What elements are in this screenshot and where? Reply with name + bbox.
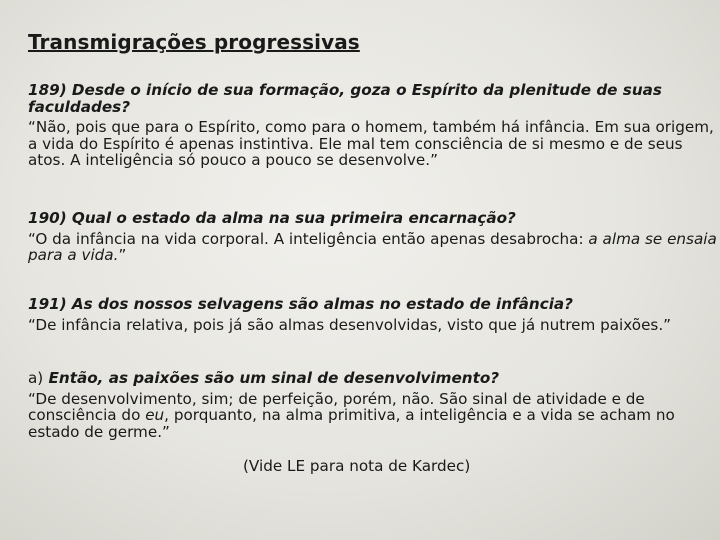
question-a-label: a) <box>28 369 44 387</box>
question-190: 190) Qual o estado da alma na sua primeira encarnação? <box>28 209 516 227</box>
answer-190 <box>28 231 718 264</box>
answer-191: “De infância relativa, pois já são almas desenvolvidas, visto que já nutrem paixões.” <box>28 315 672 334</box>
answer-a <box>28 391 718 441</box>
question-a-block <box>28 370 718 440</box>
answer-a-end: , porquanto, na alma primitiva, a inteligência e a vida se acham no estado de germe.” <box>28 406 675 441</box>
question-189-block <box>28 82 718 169</box>
answer-189: “Não, pois que para o Espírito, como para o homem, também há infância. Em sua origem, a vida do Espírito é apenas instintiva. Ele mal tem consciência de si mesmo e de seus atos. A inteligência só pouco a pouco se desenvolve.” <box>28 118 714 169</box>
page-title: Transmigrações progressivas <box>28 30 360 54</box>
question-191: 191) As dos nossos selvagens são almas no estado de infância? <box>28 295 573 313</box>
question-a-text: Então, as paixões são um sinal de desenvolvimento? <box>43 369 500 387</box>
answer-a-italic: eu <box>145 406 165 424</box>
question-a <box>28 370 718 387</box>
question-191-block <box>28 296 718 333</box>
question-189: 189) Desde o início de sua formação, goza o Espírito da plenitude de suas faculdades? <box>28 81 662 116</box>
answer-190-start: “O da infância na vida corporal. A inteligência então apenas desabrocha: <box>28 229 589 248</box>
answer-a-start: “De desenvolvimento, sim; de perfeição, porém, não. São sinal de atividade e de consciência do <box>28 389 645 424</box>
reference-note: (Vide LE para nota de Kardec) <box>243 457 471 475</box>
question-190-block <box>28 210 718 264</box>
answer-190-end: ” <box>118 246 127 264</box>
answer-190-italic: a alma se ensaia para a vida. <box>28 229 717 264</box>
